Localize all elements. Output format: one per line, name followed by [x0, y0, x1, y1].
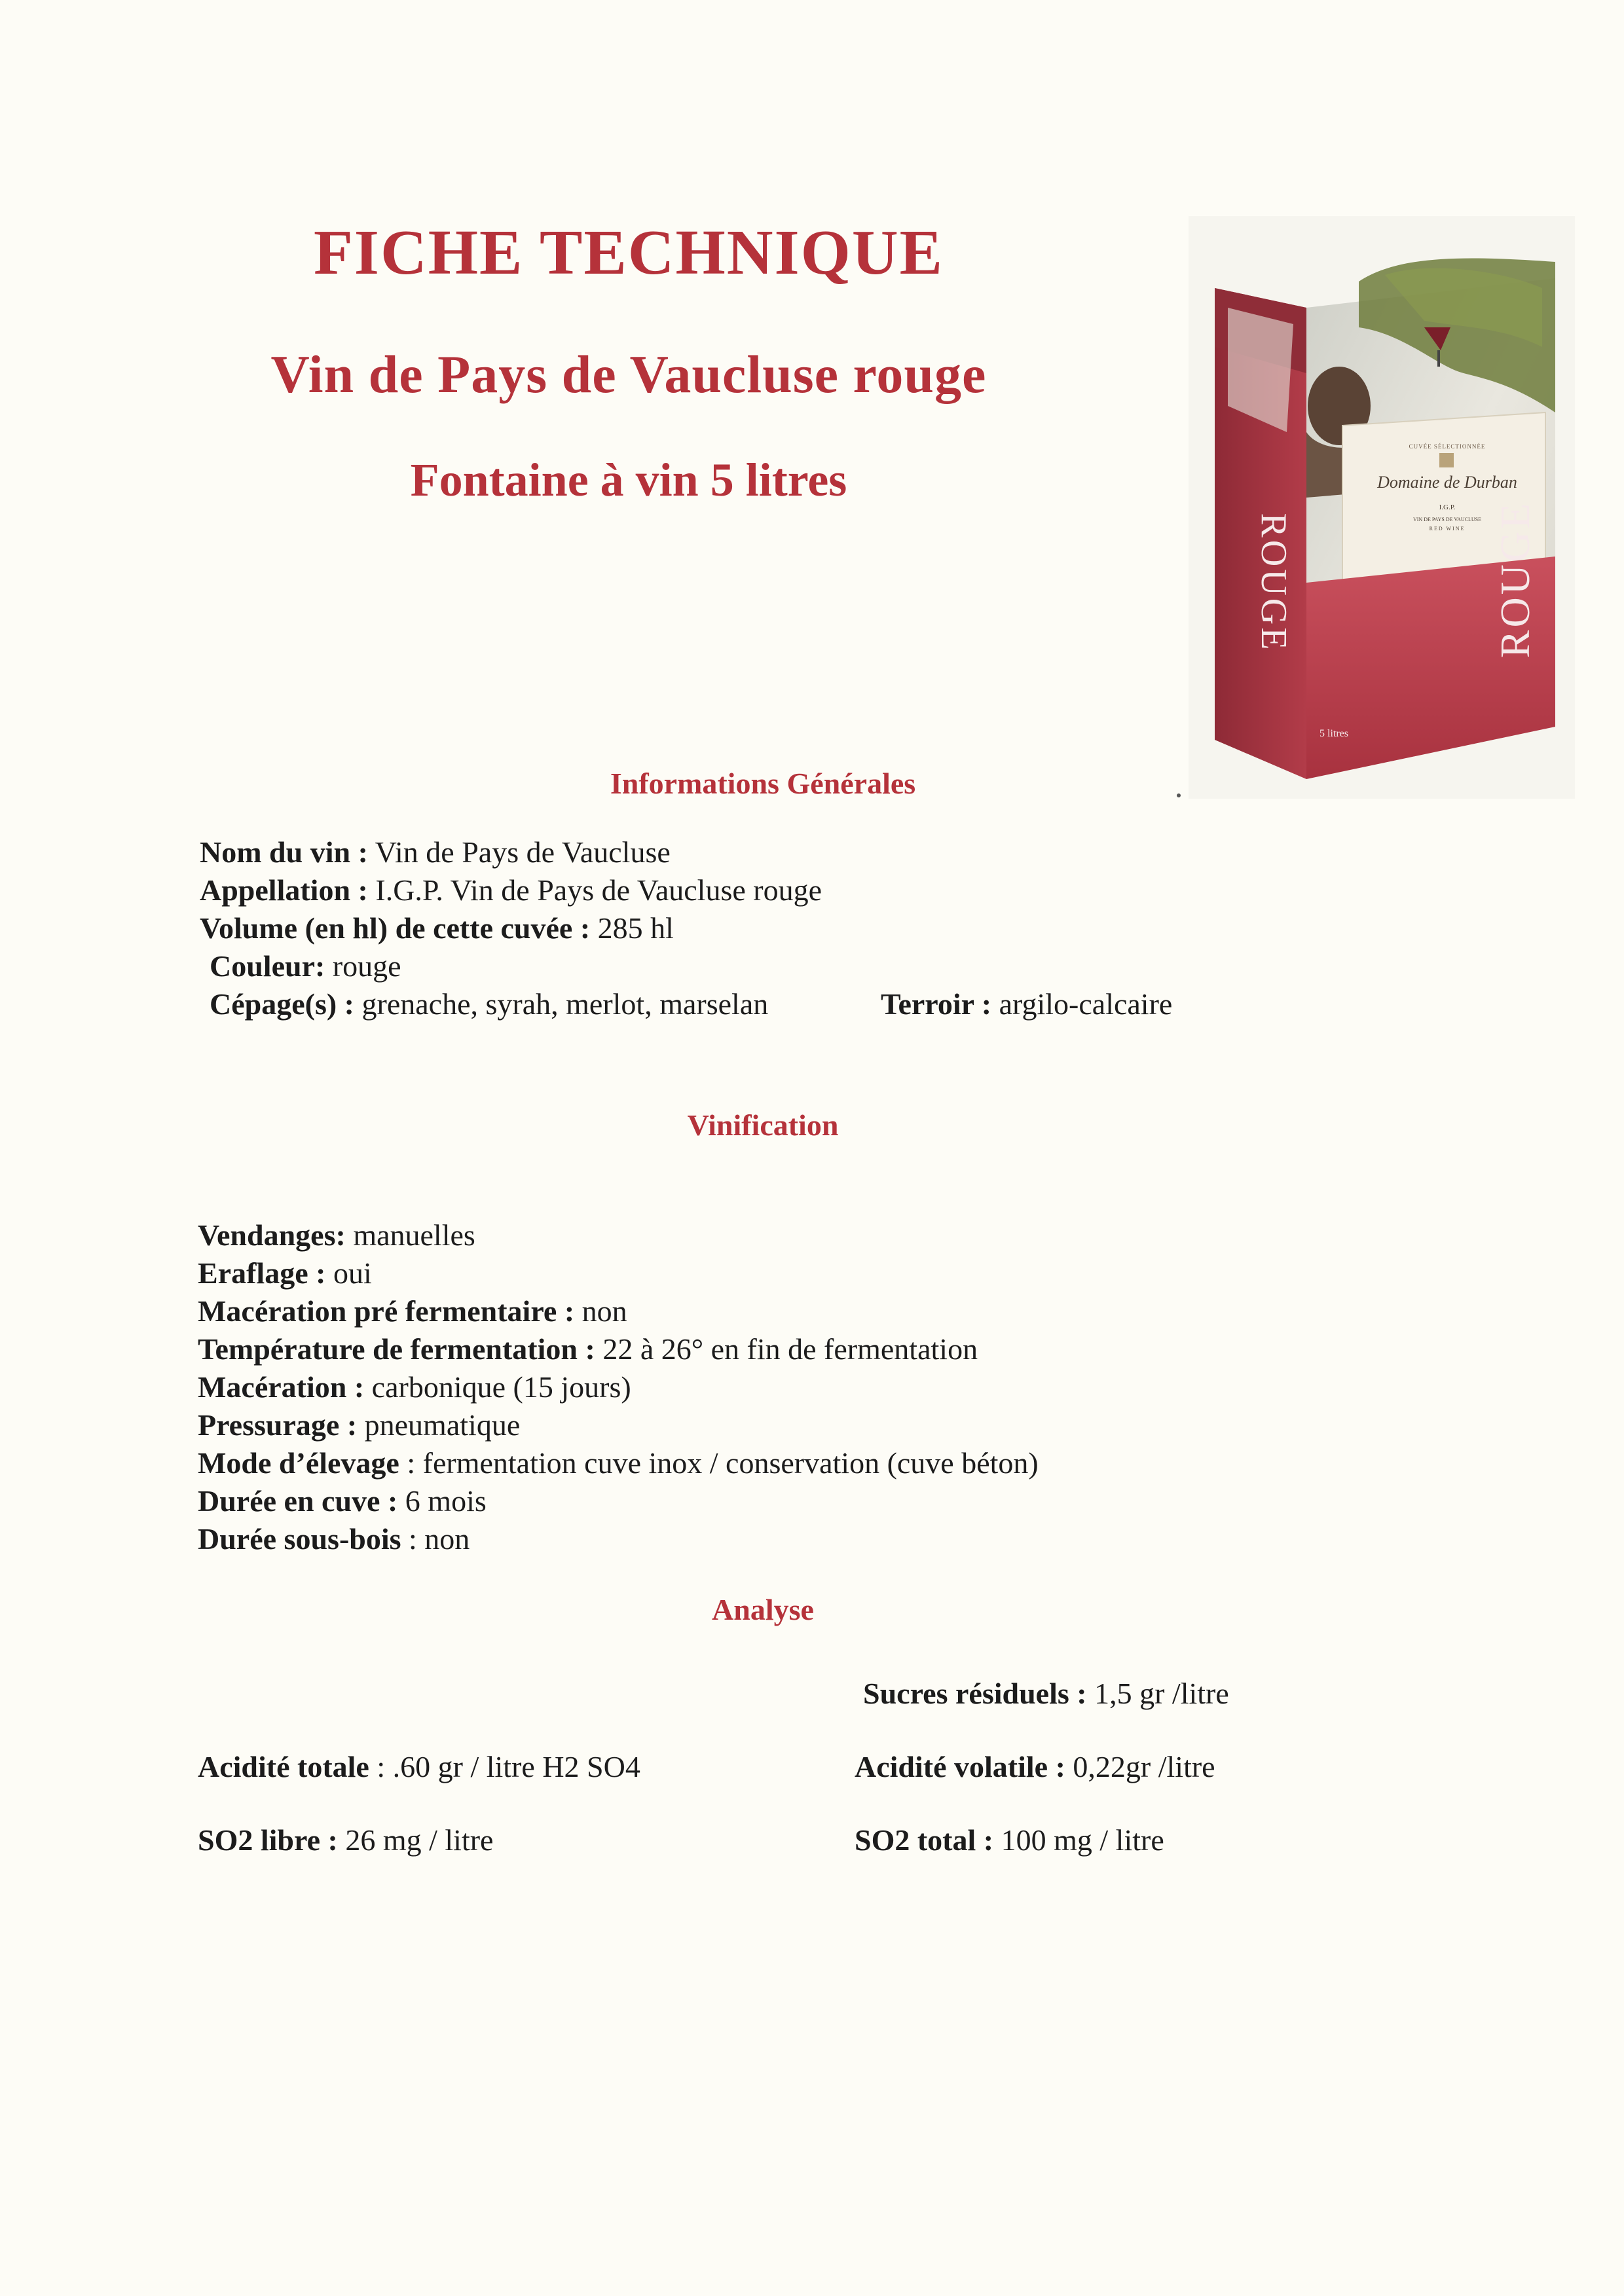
so2-libre-label: SO2 libre :	[198, 1823, 338, 1857]
wine-line-text: VIN DE PAYS DE VAUCLUSE	[1412, 517, 1482, 522]
general-heading: Informations Générales	[610, 767, 916, 800]
vinif-label: Macération pré fermentaire :	[198, 1294, 575, 1328]
vinif-label: Durée sous-bois	[198, 1522, 401, 1556]
so2-total-value: 100 mg / litre	[1001, 1823, 1164, 1857]
appellation-row	[200, 871, 822, 909]
vinif-value: : fermentation cuve inox / conservation (cuve béton)	[407, 1446, 1039, 1480]
cuvee-text: CUVÉE SÉLECTIONNÉE	[1409, 443, 1486, 450]
vinif-label: Eraflage :	[198, 1256, 326, 1290]
page-subtitle: Vin de Pays de Vaucluse rouge	[270, 344, 987, 404]
vinification-row	[198, 1254, 1039, 1292]
acidite-volatile-label: Acidité volatile :	[855, 1750, 1065, 1783]
vinification-row	[198, 1330, 1039, 1368]
vinif-value: manuelles	[353, 1218, 475, 1252]
vinif-label: Macération :	[198, 1370, 365, 1404]
volume-label: Volume (en hl) de cette cuvée :	[200, 911, 591, 945]
format-title: Fontaine à vin 5 litres	[410, 454, 847, 506]
so2-libre-row	[198, 1821, 493, 1859]
so2-total-label: SO2 total :	[855, 1823, 994, 1857]
vinif-label: Pressurage :	[198, 1408, 358, 1442]
front-rouge-label: ROUGE	[1492, 500, 1538, 659]
couleur-value: rouge	[332, 949, 401, 983]
vinification-row	[198, 1406, 1039, 1444]
sucres-value: 1,5 gr /litre	[1094, 1677, 1229, 1710]
terroir-value: argilo-calcaire	[999, 987, 1173, 1021]
vinification-row	[198, 1482, 1039, 1520]
vinif-value: : non	[409, 1522, 470, 1556]
appellation-label: Appellation :	[200, 873, 368, 907]
side-rouge-label: ROUGE	[1253, 513, 1294, 653]
appellation-value: I.G.P. Vin de Pays de Vaucluse rouge	[375, 873, 822, 907]
product-photo	[1189, 216, 1575, 799]
so2-total-row	[855, 1821, 1164, 1859]
page-title: FICHE TECHNIQUE	[313, 217, 944, 288]
vinif-value: pneumatique	[364, 1408, 521, 1442]
vinif-label: Mode d’élevage	[198, 1446, 399, 1480]
terroir-label: Terroir :	[881, 987, 992, 1021]
vinification-row	[198, 1520, 1039, 1558]
couleur-label: Couleur:	[210, 949, 325, 983]
acidite-volatile-value: 0,22gr /litre	[1073, 1750, 1215, 1783]
crest-icon	[1439, 453, 1454, 467]
vinif-label: Température de fermentation :	[198, 1332, 595, 1366]
volume-text: 5 litres	[1320, 728, 1348, 739]
volume-row	[200, 909, 674, 947]
vinification-list	[198, 1216, 1039, 1558]
sucres-label: Sucres résiduels :	[863, 1677, 1087, 1710]
acidite-totale-row	[198, 1748, 640, 1786]
nom-row	[200, 833, 671, 871]
terroir-row	[881, 985, 1172, 1023]
vinification-row	[198, 1368, 1039, 1406]
couleur-row	[210, 947, 401, 985]
vinif-value: 22 à 26° en fin de fermentation	[602, 1332, 978, 1366]
vinif-label: Durée en cuve :	[198, 1484, 398, 1518]
acidite-totale-label: Acidité totale	[198, 1750, 369, 1783]
vinif-label: Vendanges:	[198, 1218, 346, 1252]
vinif-value: 6 mois	[405, 1484, 487, 1518]
vinification-heading: Vinification	[687, 1108, 839, 1142]
nom-value: Vin de Pays de Vaucluse	[375, 835, 671, 869]
vinif-value: oui	[333, 1256, 372, 1290]
acidite-volatile-row	[855, 1748, 1215, 1786]
nom-label: Nom du vin :	[200, 835, 368, 869]
vinif-value: carbonique (15 jours)	[371, 1370, 631, 1404]
vinification-row	[198, 1444, 1039, 1482]
wine-box-illustration	[1189, 216, 1575, 799]
analyse-heading: Analyse	[712, 1593, 814, 1626]
red-wine-text: RED WINE	[1429, 526, 1466, 532]
sucres-row	[863, 1675, 1229, 1713]
so2-libre-value: 26 mg / litre	[345, 1823, 494, 1857]
vinif-value: non	[581, 1294, 627, 1328]
cepage-row	[210, 985, 768, 1023]
cepage-label: Cépage(s) :	[210, 987, 354, 1021]
domain-script-text: Domaine de Durban	[1377, 473, 1517, 492]
cepage-value: grenache, syrah, merlot, marselan	[361, 987, 769, 1021]
vinification-row	[198, 1216, 1039, 1254]
volume-value: 285 hl	[597, 911, 674, 945]
igp-text: I.G.P.	[1439, 503, 1456, 511]
acidite-totale-value: : .60 gr / litre H2 SO4	[377, 1750, 640, 1783]
vinification-row	[198, 1292, 1039, 1330]
